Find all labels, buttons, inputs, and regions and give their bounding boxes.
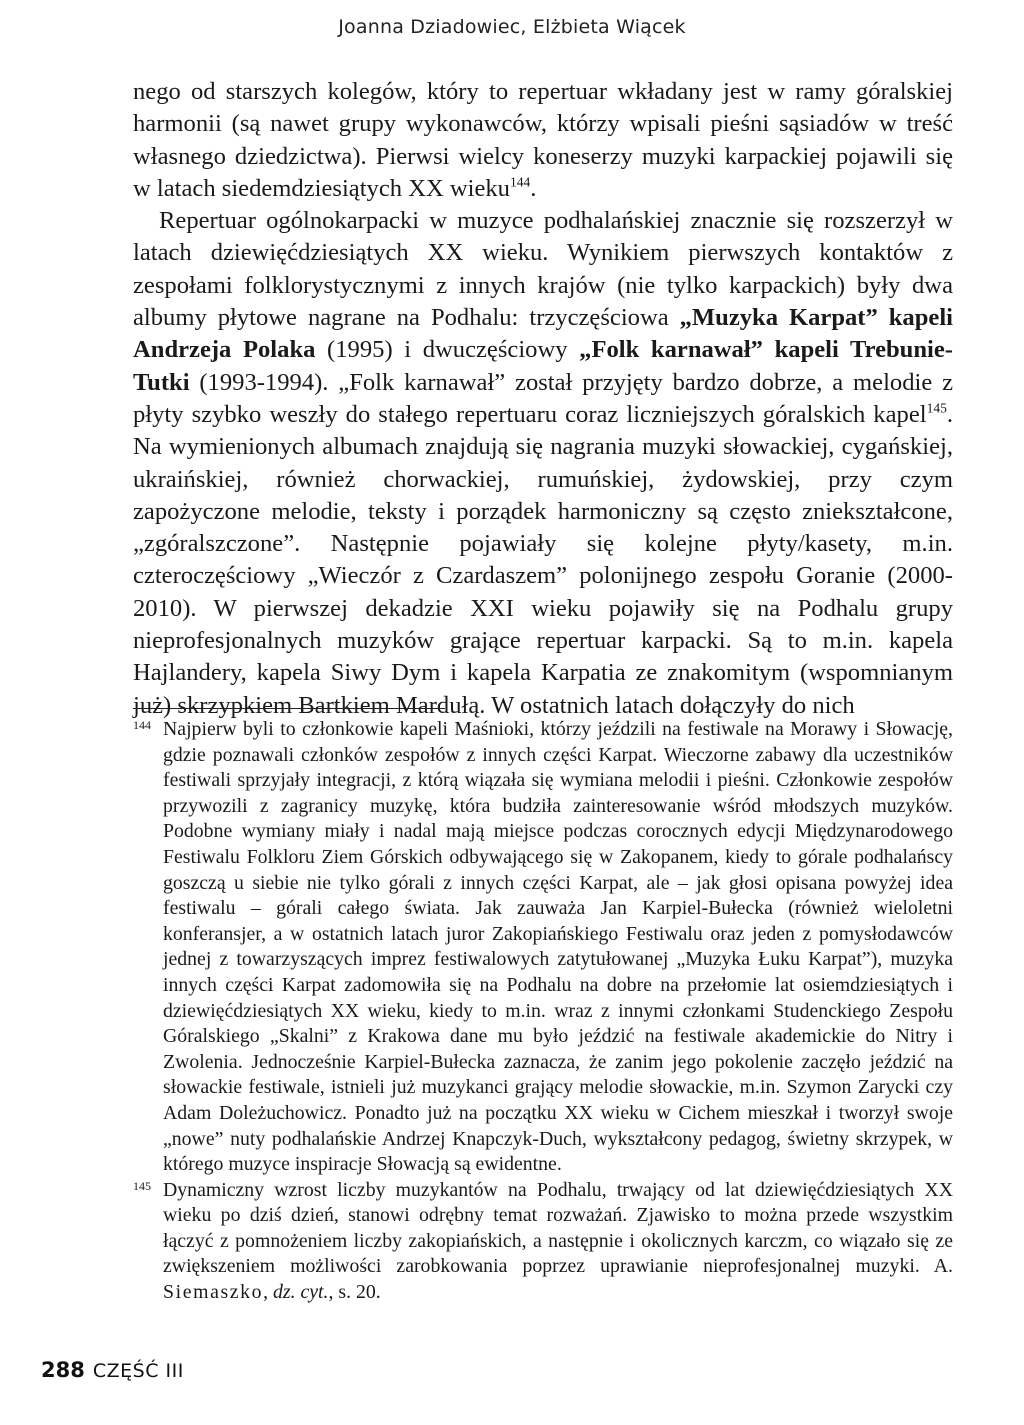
footnote-145-text: Dynamiczny wzrost liczby muzykantów na Podhalu, trwający od lat dziewięćdziesiątych XX wieku po dziś dzień, stanowi odrębny temat rozważań. Zjawisko to można przede wszystkim łączyć z pomnożeniem liczby zakopiańskich, a następnie i okolicznych karczm, co wiązało się ze zwiększeniem możliwości zarobkowania poprzez uprawianie nieprofesjonalnej muzyki. A.	[163, 1178, 953, 1278]
running-head: Joanna Dziadowiec, Elżbieta Wiącek	[338, 16, 686, 38]
footnote-ref-144[interactable]: 144	[509, 174, 531, 190]
footnote-145-end: , s. 20.	[328, 1281, 381, 1304]
part-label: CZĘŚĆ III	[92, 1360, 184, 1382]
footnote-144-text: Najpierw byli to członkowie kapeli Maśnioki, którzy jeździli na festiwale na Morawy i Słowację, gdzie poznawali członków zespołów z innych części Karpat. Wieczorne zabawy dla uczestników festiwali sprzyjały integracji, z którą wiązała się wymiana melodii i pieśni. Członkowie zespołów przywozili z zagranicy muzykę, która budziła zainteresowanie wśród młodszych muzyków. Podobne wymiany miały i nadal mają miejsce podczas corocznych edycji Międzynarodowego Festiwalu Folkloru Ziem Górskich odbywającego się w Zakopanem, kiedy to górale podhalańscy goszczą u siebie nie tylko górali z innych części Karpat, ale – jak głosi opisana powyżej idea festiwalu – górali całego świata. Jak zauważa Jan Karpiel-Bułecka (również wieloletni konferansjer, a w ostatnich latach juror Zakopiańskiego Festiwalu oraz jeden z pomysłodawców jednej z towarzyszących imprez festiwalowych zatytułowanej „Muzyka Łuku Karpat”), muzyka innych części Karpat zadomowiła się na Podhalu na dobre na przełomie lat osiemdziesiątych i dziewięćdziesiątych XX wieku, kiedy to m.in. wraz z innymi członkami Studenckiego Zespołu Góralskiego „Skalni” z Krakowa dane mu było jeździć na festiwale akademickie do Nitry i Zwolenia. Jednocześnie Karpiel-Bułecka zaznacza, że zanim jego pokolenie zaczęło jeździć na słowackie festiwale, istnieli już muzykanci grający melodie słowackie, m.in. Szymon Zarycki czy Adam Doleżuchowicz. Ponadto już na początku XX wieku w Cichem mieszkał i tworzył swoje „nowe” nuty podhalańskie Andrzej Knapczyk-Duch, wykształcony pedagog, świetny skrzypek, w którego muzyce inspiracje Słowacją są ewidentne.	[163, 718, 953, 1176]
footnote-145-number: 145	[133, 1178, 151, 1193]
paragraph-1	[133, 76, 953, 205]
paragraph-2-part-f: . Na wymienionych albumach znajdują się nagrania muzyki słowackiej, cygańskiej, ukraińskiej, również chorwackiej, rumuńskiej, żydowskiej, przy czym zapożyczone melodie, teksty i porządek harmoniczny są często zniekształcone, „zgóralszczone”. Następnie pojawiały się kolejne płyty/kasety, m.in. czteroczęściowy „Wieczór z Czardaszem” polonijnego zespołu Goranie (2000-2010). W pierwszej dekadzie XXI wieku pojawiły się na Podhalu grupy nieprofesjonalnych muzyków grające repertuar karpacki. Są to m.in. kapela Hajlandery, kapela Siwy Dym i kapela Karpatia ze znakomitym (wspomnianym już) skrzypkiem Bartkiem Mardułą. W ostatnich latach dołączyły do nich	[133, 400, 953, 719]
paragraph-2-part-e: (1993-1994). „Folk karnawał” został przyjęty bardzo dobrze, a melodie z płyty szybko weszły do stałego repertuaru coraz liczniejszych góralskich kapel	[133, 368, 953, 428]
paragraph-2	[133, 205, 953, 722]
paragraph-1-text: nego od starszych kolegów, który to repertuar wkładany jest w ramy góralskiej harmonii (są nawet grupy wykonawców, którzy wpisali pieśni sąsiadów w treść własnego dziedzictwa). Pierwsi wielcy koneserzy muzyki karpackiej pojawili się w latach siedemdziesiątych XX wieku	[133, 78, 953, 202]
footnote-144-number: 144	[133, 718, 151, 732]
album-folk-karnawal: „Folk karnawał” kapeli Trebunie-Tutki	[133, 336, 953, 396]
main-text	[133, 76, 953, 722]
footnote-145-separator: ,	[263, 1281, 273, 1304]
page-footer	[41, 1358, 184, 1382]
footnote-ref-145[interactable]: 145	[926, 400, 947, 416]
paragraph-2-part-c: (1995) i dwuczęściowy	[315, 336, 580, 364]
album-muzyka-karpat: „Muzyka Karpat” kapeli Andrzeja Polaka	[133, 304, 953, 364]
paragraph-1-end: .	[530, 174, 537, 202]
footnote-145	[133, 1178, 953, 1306]
page-number: 288	[41, 1358, 85, 1382]
footnote-145-citation: dz. cyt.	[273, 1281, 329, 1304]
footnote-144	[133, 717, 953, 1178]
paragraph-2-part-a: Repertuar ogólnokarpacki w muzyce podhalańskiej znacznie się rozszerzył w latach dziewięćdziesiątych XX wieku. Wynikiem pierwszych kontaktów z zespołami folklorystycznymi z innych krajów (nie tylko karpackich) były dwa albumy płytowe nagrane na Podhalu: trzyczęściowa	[133, 207, 953, 332]
footnote-separator	[133, 708, 445, 709]
footnotes	[133, 717, 953, 1306]
footnote-145-author: Siemaszko	[163, 1281, 264, 1304]
